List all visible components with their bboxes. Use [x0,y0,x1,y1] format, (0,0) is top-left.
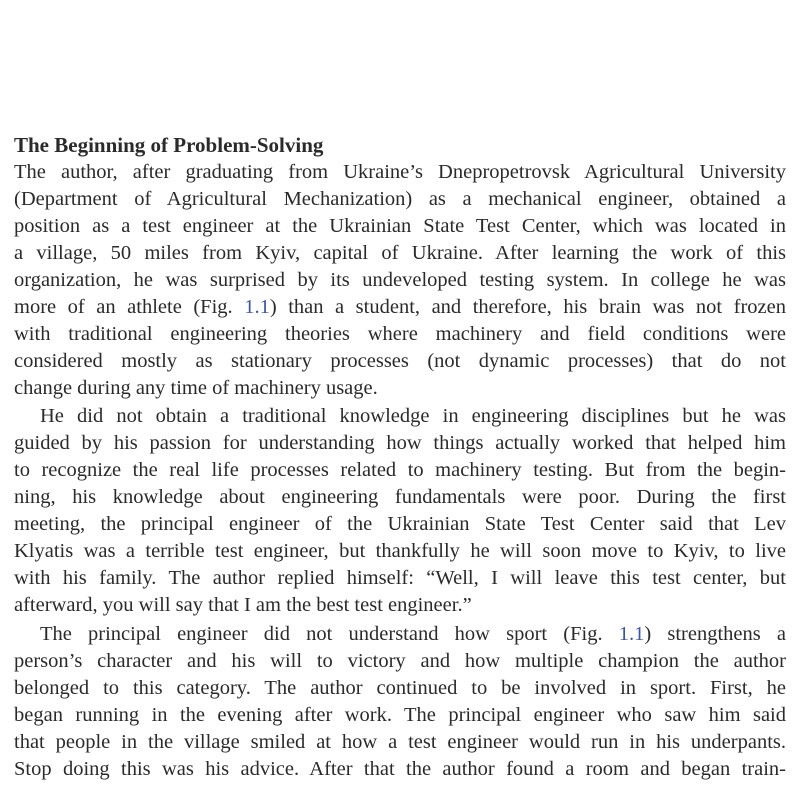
line-text: ) than a student, and therefore, his brain was not frozen [269,296,786,318]
paragraph-2-line-3: to recognize the real life processes related to machinery testing. But from the begin- [14,459,786,481]
paragraph-3-line-1 [40,621,786,648]
figure-reference-link[interactable]: 1.1 [244,296,270,318]
line-text: ) strengthens a [644,623,787,645]
paragraph-1-line-9: change during any time of machinery usage. [14,377,378,399]
paragraph-3-line-4: began running in the evening after work. The principal engineer who saw him said [14,704,786,726]
figure-reference-link[interactable]: 1.1 [618,623,645,645]
paragraph-2-line-2: guided by his passion for understanding how things actually worked that helped him [14,432,786,454]
paragraph-1-line-4: a village, 50 miles from Kyiv, capital of Ukraine. After learning the work of this [14,242,786,264]
paragraph-3-line-6: Stop doing this was his advice. After that the author found a room and began train- [14,758,786,780]
paragraph-2-line-5: meeting, the principal engineer of the Ukrainian State Test Center said that Lev [14,513,786,535]
line-text: The principal engineer did not understand how sport (Fig. [40,623,619,645]
paragraph-2-line-8: afterward, you will say that I am the best test engineer.” [14,594,472,616]
section-heading: The Beginning of Problem-Solving [14,133,324,157]
paragraph-1-line-1: The author, after graduating from Ukraine’s Dnepropetrovsk Agricultural University [14,161,786,183]
paragraph-2-line-1: He did not obtain a traditional knowledge in engineering disciplines but he was [40,405,786,427]
paragraph-1-line-7: with traditional engineering theories where machinery and field conditions were [14,323,786,345]
paragraph-1-line-8: considered mostly as stationary processes (not dynamic processes) that do not [14,350,786,372]
paragraph-1-line-5: organization, he was surprised by its undeveloped testing system. In college he was [14,269,786,291]
line-text: more of an athlete (Fig. [14,296,245,318]
paragraph-3-line-5: that people in the village smiled at how a test engineer would run in his underpants. [14,731,786,753]
paragraph-1-line-3: position as a test engineer at the Ukrainian State Test Center, which was located in [14,215,786,237]
paragraph-2-line-6: Klyatis was a terrible test engineer, but thankfully he will soon move to Kyiv, to live [14,540,786,562]
paragraph-1-line-6 [14,294,786,321]
paragraph-3-line-3: belonged to this category. The author continued to be involved in sport. First, he [14,677,786,699]
paragraph-1-line-2: (Department of Agricultural Mechanization) as a mechanical engineer, obtained a [14,188,786,210]
paragraph-2-line-4: ning, his knowledge about engineering fundamentals were poor. During the first [14,486,786,508]
paragraph-2-line-7: with his family. The author replied himself: “Well, I will leave this test center, but [14,567,786,589]
paragraph-3-line-2: person’s character and his will to victory and how multiple champion the author [14,650,786,672]
